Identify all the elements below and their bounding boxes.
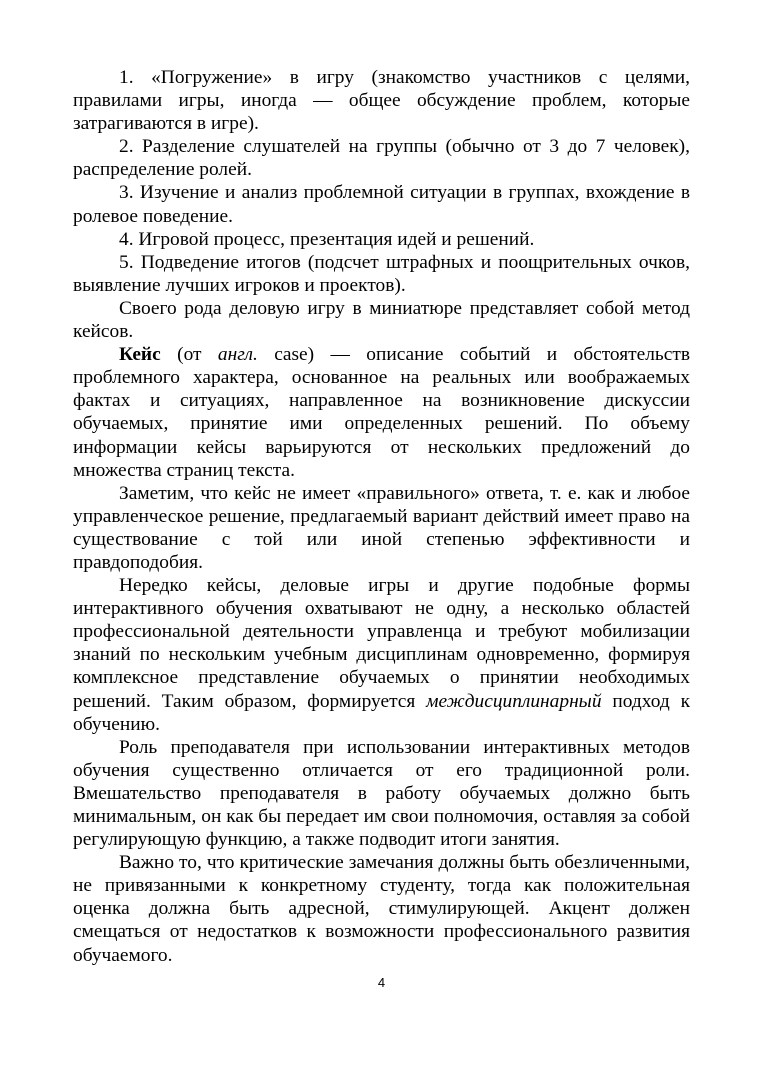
paragraph-teacher-role: Роль преподавателя при использовании интерактивных методов обучения существенно отличается от его традиционной роли. Вмешательство преподавателя в работу обучаемых должно быть минимальным, он как бы передает им свои полномочия, оставляя за собой регулирующую функцию, а также подводит итоги занятия. bbox=[73, 736, 690, 851]
paragraph-interdisciplinary bbox=[73, 574, 690, 736]
abbreviation-english: англ. bbox=[217, 344, 258, 366]
paragraph-step-1: 1. «Погружение» в игру (знакомство участников с целями, правилами игры, иногда — общее обсуждение проблем, которые затрагиваются в игре). bbox=[73, 67, 690, 135]
paragraph-case-method-intro: Своего рода деловую игру в миниатюре представляет собой метод кейсов. bbox=[73, 297, 690, 343]
paragraph-case-definition bbox=[73, 343, 690, 482]
term-case: Кейс bbox=[119, 344, 161, 366]
definition-text: case) — описание событий и обстоятельств проблемного характера, основанное на реальных или воображаемых фактах и ситуациях, направленное на возникновение дискуссии обучаемых, принятие ими определенных решений. По объему информации кейсы варьируются от нескольких предложений до множества страниц текста. bbox=[73, 344, 690, 481]
paragraph-step-3: 3. Изучение и анализ проблемной ситуации в группах, вхождение в ролевое поведение. bbox=[73, 182, 690, 227]
interdisciplinary-text-before: Нередко кейсы, деловые игры и другие подобные формы интерактивного обучения охватывают не одну, а несколько областей профессиональной деятельности управленца и требуют мобилизации знаний по нескольким учебным дисциплинам одновременно, формируя комплексное представление обучаемых о принятии необходимых решений. Таким образом, формируется bbox=[73, 575, 690, 712]
paragraph-no-right-answer: Заметим, что кейс не имеет «правильного» ответа, т. е. как и любое управленческое решение, предлагаемый вариант действий имеет право на существование с той или иной степенью эффективности и правдоподобия. bbox=[73, 482, 690, 573]
paragraph-step-5: 5. Подведение итогов (подсчет штрафных и поощрительных очков, выявление лучших игроков и проектов). bbox=[73, 251, 690, 296]
paragraph-feedback: Важно то, что критические замечания должны быть обезличенными, не привязанными к конкретному студенту, тогда как положительная оценка должна быть адресной, стимулирующей. Акцент должен смещаться от недостатков к возможности профессионального развития обучаемого. bbox=[73, 852, 690, 966]
interdisciplinary-text-after: подход к обучению. bbox=[73, 690, 690, 735]
page-number: 4 bbox=[377, 975, 386, 990]
emphasis-interdisciplinary: междисциплинарный bbox=[426, 690, 602, 712]
definition-open: (от bbox=[160, 344, 218, 366]
body-text bbox=[73, 66, 690, 967]
paragraph-step-2: 2. Разделение слушателей на группы (обычно от 3 до 7 человек), распределение ролей. bbox=[73, 136, 690, 181]
paragraph-step-4: 4. Игровой процесс, презентация идей и решений. bbox=[119, 228, 535, 250]
